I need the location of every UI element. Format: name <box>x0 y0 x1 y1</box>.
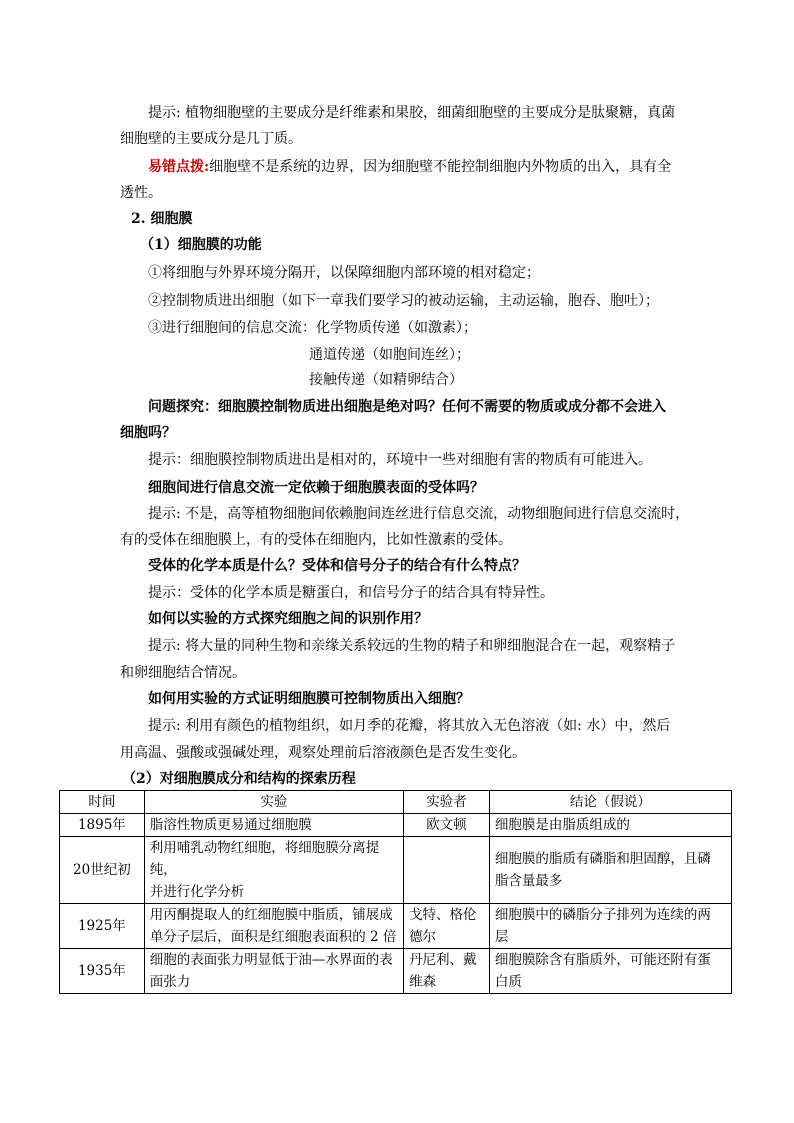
wall-tip-line-2: 透性。 <box>120 185 162 201</box>
header-experimenter: 实验者 <box>404 791 490 814</box>
cell-experiment <box>144 837 403 904</box>
answer-2-line-1: 提示: 不是，高等植物细胞间依赖胞间连丝进行信息交流，动物细胞间进行信息交流时， <box>148 506 690 522</box>
question-3: 受体的化学本质是什么？受体和信号分子的结合有什么特点？ <box>148 558 526 574</box>
answer-5-line-2: 用高温、强酸或强碱处理，观察处理前后溶液颜色是否发生变化。 <box>120 745 526 761</box>
cell-time: 1925年 <box>60 904 145 949</box>
cell-experiment <box>144 949 403 994</box>
table-header-row <box>60 791 732 814</box>
cell-line: 脂溶性物质更易通过细胞膜 <box>149 817 312 833</box>
cell-line: 细胞膜的脂质有磷脂和胆固醇，且磷 <box>494 851 711 867</box>
cell-experimenter <box>404 837 490 904</box>
header-experiment: 实验 <box>144 791 403 814</box>
tip-text: 细胞壁不是系统的边界，因为细胞壁不能控制细胞内外物质的出入，具有全 <box>209 159 672 175</box>
cell-line: 白质 <box>494 974 522 990</box>
cell-experiment <box>144 904 403 949</box>
function-3b: 通道传递（如胞间连丝）； <box>309 347 470 363</box>
wall-tip-line-1 <box>148 158 671 176</box>
cell-line: 并进行化学分析 <box>149 884 245 900</box>
function-3: ③进行细胞间的信息交流：化学物质传递（如激素）； <box>148 320 477 336</box>
cell-line: 戈特、格伦 <box>409 907 477 923</box>
cell-time: 20世纪初 <box>60 837 145 904</box>
cell-line: 欧文顿 <box>426 817 467 833</box>
tip-label: 易错点拨: <box>148 159 210 175</box>
wall-hint-line-1 <box>148 104 675 122</box>
cell-line: 细胞膜是由脂质组成的 <box>494 817 630 833</box>
cell-line: 用丙酮提取人的红细胞膜中脂质，铺展成 <box>149 907 393 923</box>
cell-line: 德尔 <box>409 929 437 945</box>
cell-line: 细胞的表面张力明显低于油—水界面的表 <box>149 952 393 968</box>
function-1: ①将细胞与外界环境分隔开，以保障细胞内部环境的相对稳定； <box>148 265 540 281</box>
function-3c: 接触传递（如精卵结合） <box>309 372 463 388</box>
table-row <box>60 814 732 837</box>
cell-line: 细胞膜中的磷脂分子排列为连续的两 <box>494 907 711 923</box>
table-row <box>60 904 732 949</box>
answer-3: 提示：受体的化学本质是糖蛋白，和信号分子的结合具有特异性。 <box>148 585 554 601</box>
cell-conclusion <box>489 904 731 949</box>
cell-conclusion <box>489 837 731 904</box>
history-heading: （2）对细胞膜成分和结构的探索历程 <box>122 771 356 787</box>
cell-conclusion <box>489 949 731 994</box>
answer-5-line-1: 提示: 利用有颜色的植物组织，如月季的花瓣，将其放入无色溶液（如: 水）中，然后 <box>148 718 671 734</box>
wall-hint-line-2: 细胞壁的主要成分是几丁质。 <box>120 131 302 147</box>
cell-line: 丹尼利、戴 <box>409 952 477 968</box>
cell-line: 面张力 <box>149 974 191 990</box>
cell-line: 细胞膜除含有脂质外，可能还附有蛋 <box>494 952 711 968</box>
header-conclusion: 结论（假说） <box>489 791 731 814</box>
cell-line: 脂含量最多 <box>494 873 563 889</box>
cell-time: 1895年 <box>60 814 145 837</box>
question-2: 细胞间进行信息交流一定依赖于细胞膜表面的受体吗？ <box>148 480 484 496</box>
answer-2-line-2: 有的受体在细胞膜上，有的受体在细胞内，比如性激素的受体。 <box>120 532 512 548</box>
cell-line: 利用哺乳动物红细胞，将细胞膜分离提纯， <box>149 840 380 878</box>
question-5: 如何用实验的方式证明细胞膜可控制物质出入细胞？ <box>148 691 470 707</box>
cell-line: 单分子层后，面积是红细胞表面积的 2 倍 <box>149 929 397 945</box>
cell-time: 1935年 <box>60 949 145 994</box>
cell-line: 层 <box>494 929 509 945</box>
question-1-line-2: 细胞吗？ <box>120 425 176 441</box>
table-row <box>60 949 732 994</box>
header-time: 时间 <box>60 791 145 814</box>
function-2: ②控制物质进出细胞（如下一章我们要学习的被动运输，主动运输，胞吞、胞吐）； <box>148 293 659 309</box>
table-row <box>60 837 732 904</box>
cell-experimenter <box>404 814 490 837</box>
answer-4-line-2: 和卵细胞结合情况。 <box>120 665 246 681</box>
answer-1: 提示：细胞膜控制物质进出是相对的，环境中一些对细胞有害的物质有可能进入。 <box>148 452 652 468</box>
cell-experimenter <box>404 904 490 949</box>
answer-4-line-1: 提示: 将大量的同种生物和亲缘关系较远的生物的精子和卵细胞混合在一起，观察精子 <box>148 638 676 654</box>
history-table <box>59 790 732 994</box>
cell-conclusion <box>489 814 731 837</box>
cell-line: 维森 <box>409 974 437 990</box>
membrane-heading: 2. 细胞膜 <box>131 211 193 227</box>
question-1-line-1: 问题探究：细胞膜控制物质进出细胞是绝对吗？任何不需要的物质或成分都不会进入 <box>148 399 666 415</box>
hint-label: 提示: <box>148 105 186 121</box>
wall-hint-text: 植物细胞壁的主要成分是纤维素和果胶，细菌细胞壁的主要成分是肽聚糖，真菌 <box>185 105 676 121</box>
function-heading: （1）细胞膜的功能 <box>140 237 262 253</box>
cell-experimenter <box>404 949 490 994</box>
question-4: 如何以实验的方式探究细胞之间的识别作用？ <box>148 611 428 627</box>
cell-experiment <box>144 814 403 837</box>
